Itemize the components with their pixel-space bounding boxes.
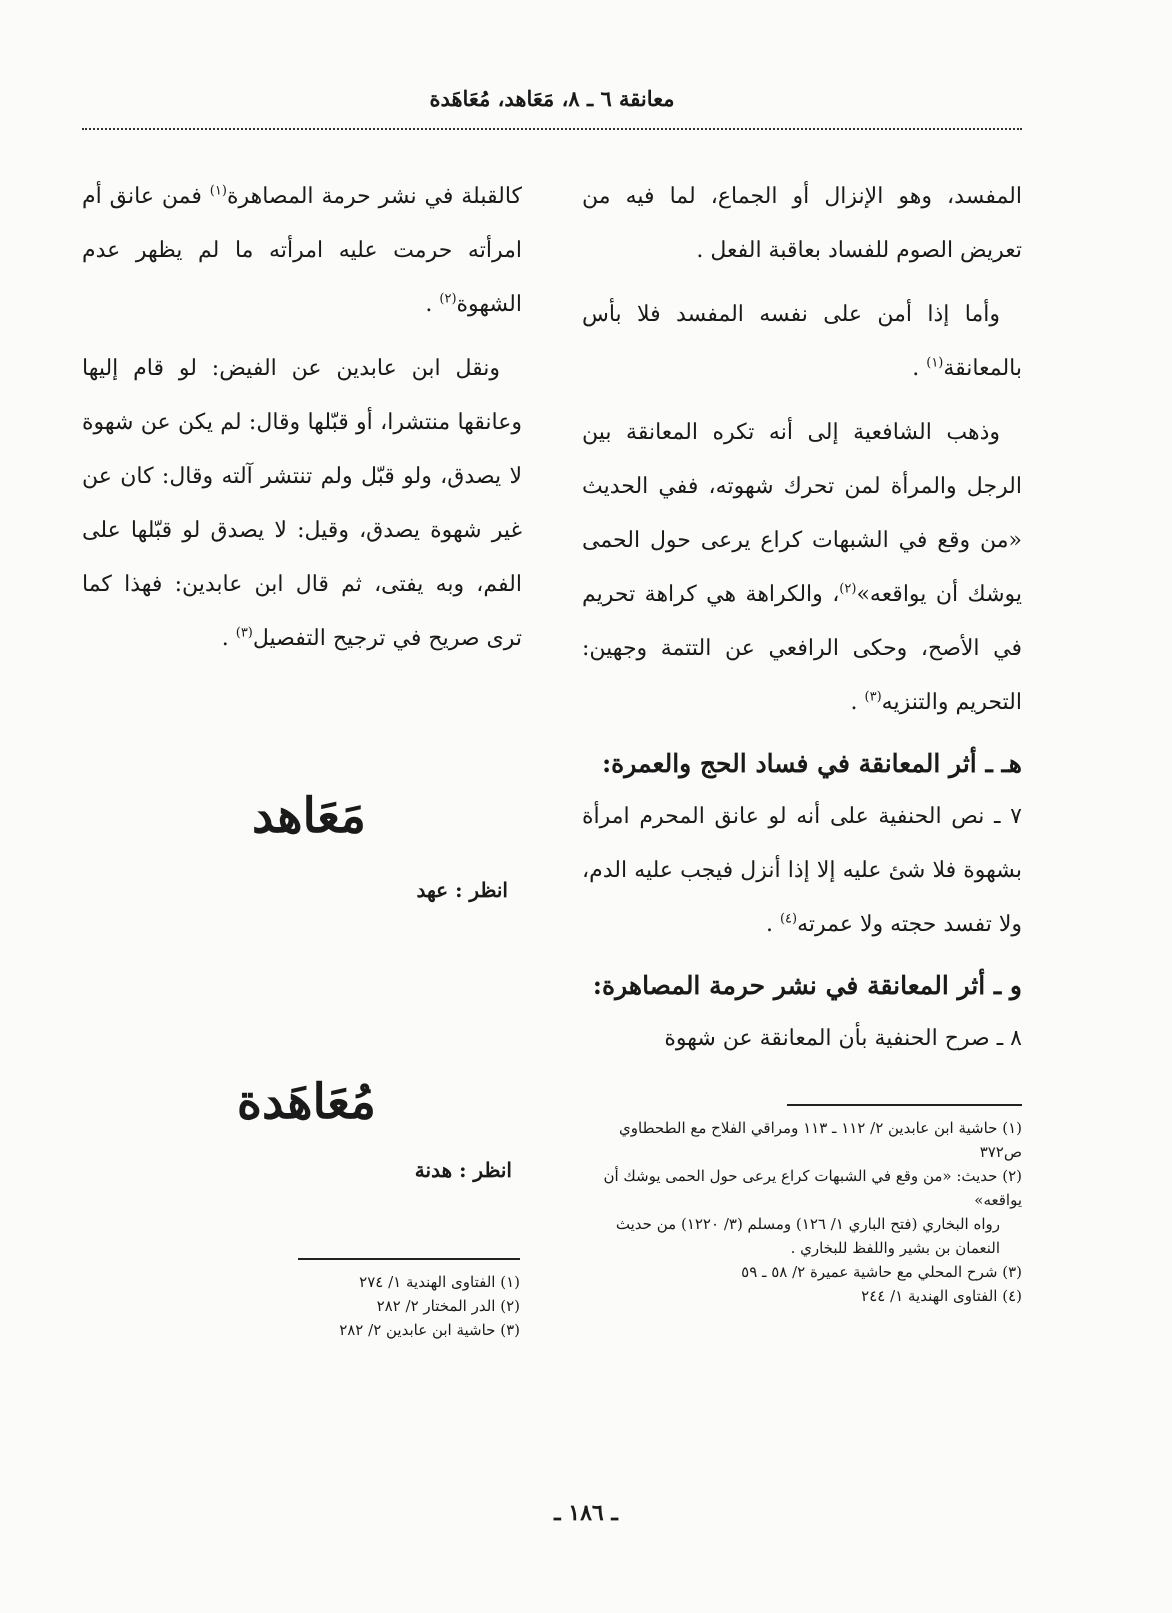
header-dotted-rule	[82, 128, 1022, 130]
footnote: (٣) شرح المحلي مع حاشية عميرة ٢/ ٥٨ ـ ٥٩	[741, 1263, 1022, 1281]
section-heading: و ـ أثر المعانقة في نشر حرمة المصاهرة:	[592, 971, 1022, 1000]
footnote: (١) الفتاوى الهندية ١/ ٢٧٤	[359, 1273, 520, 1291]
entry-title: مَعَاهد	[252, 788, 366, 844]
footnote: رواه البخاري (فتح الباري ١/ ١٢٦) ومسلم (٣/ ١٢٢٠) من حديث النعمان بن بشير واللفظ للبخاري .	[615, 1215, 1000, 1257]
see-also: انظر : هدنة	[414, 1158, 512, 1182]
footnote-ref: (١)	[926, 355, 944, 371]
paragraph: وذهب الشافعية إلى أنه تكره المعانقة بين الرجل والمرأة لمن تحرك شهوته، ففي الحديث «من وقع في الشبهات كراع يرعى حول الحمى يوشك أن يواقعه»$^{(٢)}$، والكراهة هي كراهة تحريم في الأصح، وحكى الرافعي عن التتمة وجهين: التحريم والتنزيه$^{(٣)}$ .	[582, 420, 1022, 715]
paragraph: كالقبلة في نشر حرمة المصاهرة$^{(١)}$ فمن عانق أم امرأته حرمت عليه امرأته ما لم يظهر عدم الشهوة$^{(٢)}$ .	[82, 183, 522, 317]
left-column	[82, 170, 522, 676]
footnote-rule	[787, 1104, 1022, 1106]
footnote-ref: (٣)	[235, 625, 253, 641]
paragraph: ٧ ـ نص الحنفية على أنه لو عانق المحرم امرأة بشهوة فلا شئ عليه إلا إذا أنزل فيجب عليه الدم، ولا تفسد حجته ولا عمرته$^{(٤)}$ .	[582, 804, 1022, 937]
footnote-rule	[298, 1258, 520, 1260]
paragraph: ونقل ابن عابدين عن الفيض: لو قام إليها وعانقها منتشرا، أو قبّلها وقال: لم يكن عن شهوة لا يصدق، ولو قبّل ولم تنتشر آلته وقال: كان عن غير شهوة يصدق، وقيل: لا يصدق لو قبّلها على الفم، وبه يفتى، ثم قال ابن عابدين: فهذا كما ترى صريح في ترجيح التفصيل$^{(٣)}$ .	[82, 356, 522, 651]
paragraph: ٨ ـ صرح الحنفية بأن المعانقة عن شهوة	[664, 1026, 1022, 1051]
section-heading: هـ ـ أثر المعانقة في فساد الحج والعمرة:	[601, 749, 1022, 778]
page-number: ـ ١٨٦ ـ	[554, 1500, 618, 1526]
footnote: (٢) حديث: «من وقع في الشبهات كراع يرعى حول الحمى يوشك أن يواقعه»	[603, 1167, 1022, 1209]
footnote-ref: (٤)	[779, 911, 798, 927]
footnote: (٣) حاشية ابن عابدين ٢/ ٢٨٢	[339, 1321, 520, 1339]
paragraph: وأما إذا أمن على نفسه المفسد فلا بأس بالمعانقة$^{(١)}$ .	[582, 302, 1022, 381]
footnote-ref: (٢)	[839, 581, 857, 597]
footnote-ref: (٣)	[864, 689, 882, 705]
footnote: (٢) الدر المختار ٢/ ٢٨٢	[376, 1297, 520, 1315]
see-also: انظر : عهد	[416, 878, 508, 902]
entry-title: مُعَاهَدة	[236, 1074, 376, 1130]
footnotes	[582, 1104, 1022, 1308]
paragraph: المفسد، وهو الإنزال أو الجماع، لما فيه من تعريض الصوم للفساد بعاقبة الفعل .	[582, 184, 1022, 263]
footnote-ref: (٢)	[439, 291, 457, 307]
footnote: (١) حاشية ابن عابدين ٢/ ١١٢ ـ ١١٣ ومراقي الفلاح مع الطحطاوي ص٣٧٢	[619, 1119, 1022, 1161]
left-footnotes	[298, 1258, 520, 1342]
right-column	[582, 170, 1022, 1308]
running-header: معانقة ٦ ـ ٨، مَعَاهد، مُعَاهَدة	[429, 86, 675, 111]
footnote-ref: (١)	[209, 183, 227, 199]
footnote: (٤) الفتاوى الهندية ١/ ٢٤٤	[861, 1287, 1022, 1305]
